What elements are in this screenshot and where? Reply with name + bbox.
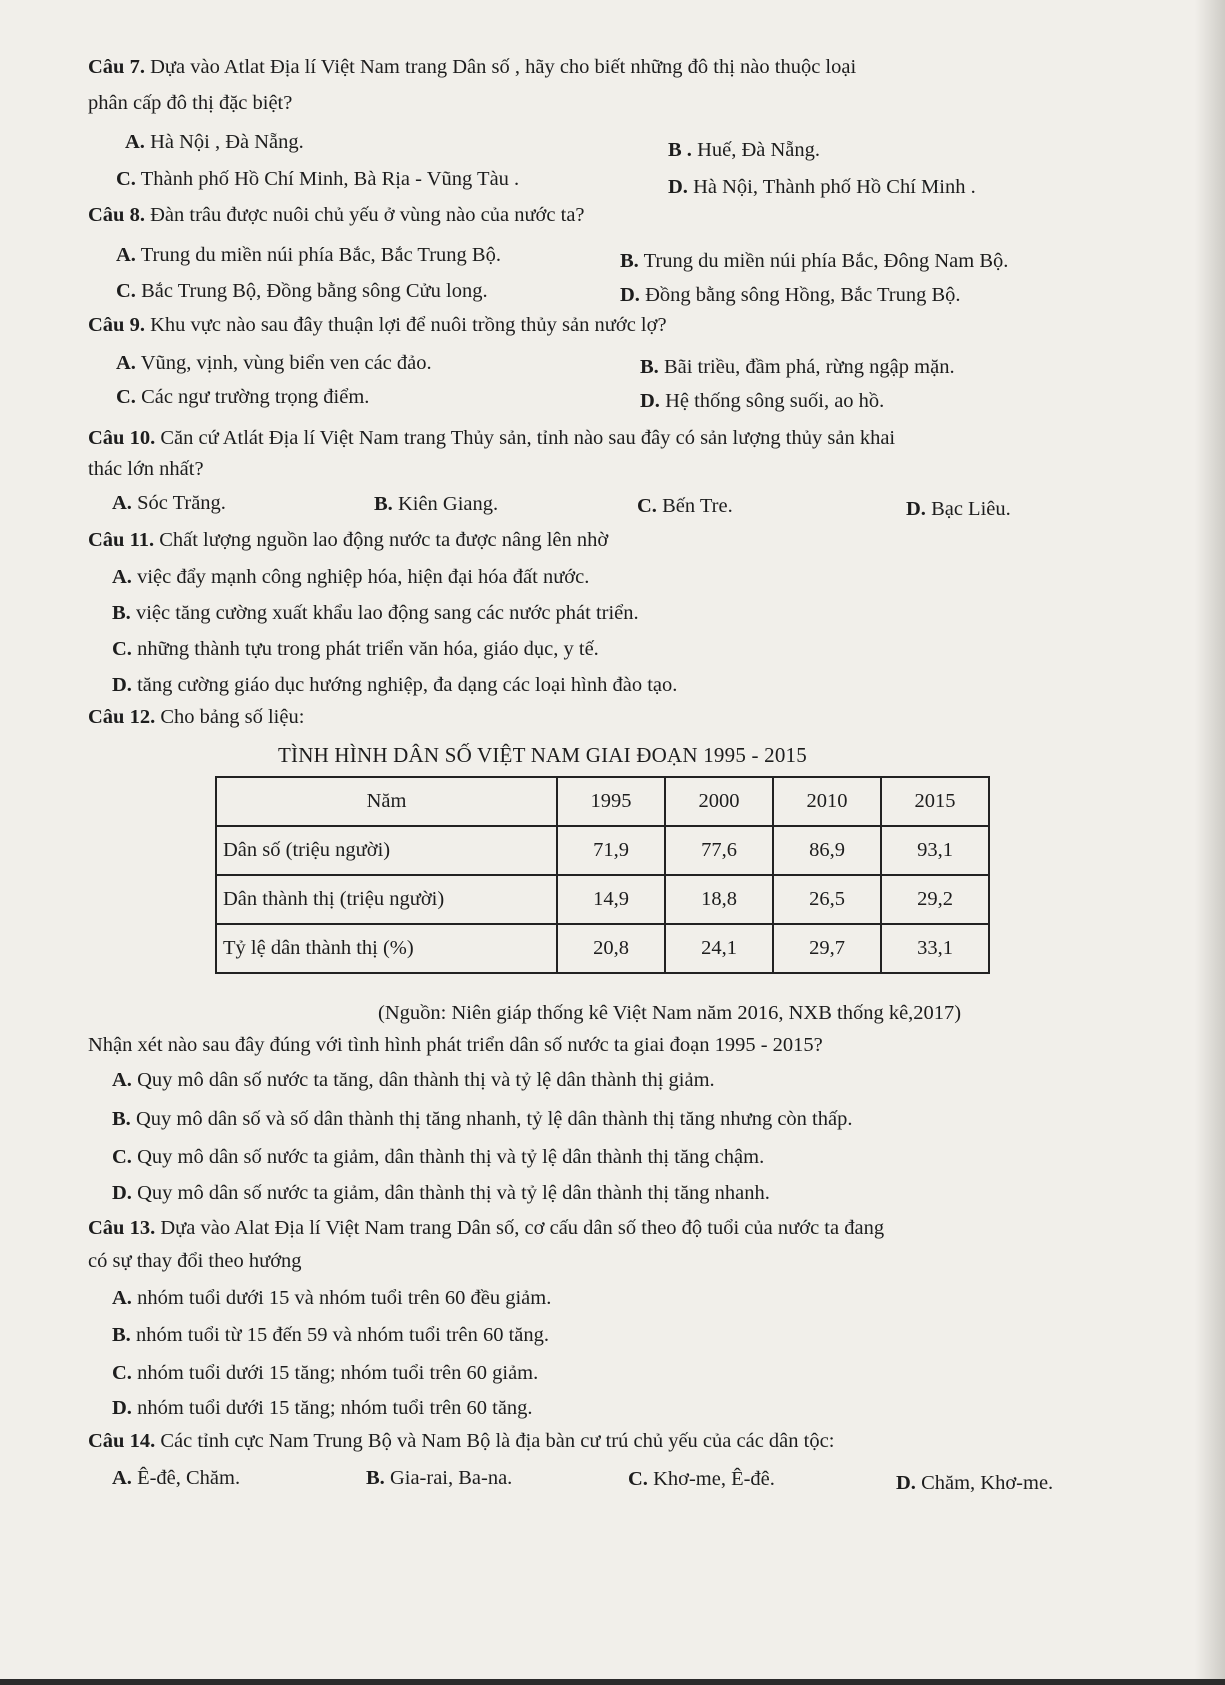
option-c: C. Khơ-me, Ê-đê. (628, 1468, 775, 1490)
option-b: B. Trung du miền núi phía Bắc, Đông Nam Bộ. (620, 250, 1009, 272)
table-row (216, 875, 989, 924)
table-cell: 77,6 (665, 826, 773, 875)
option-d: D. Đồng bằng sông Hồng, Bắc Trung Bộ. (620, 284, 961, 306)
option-c: C. Các ngư trường trọng điểm. (116, 386, 370, 408)
question-number: Câu 7. (88, 56, 145, 78)
scan-bottom-edge (0, 1679, 1225, 1685)
option-c: C. Bến Tre. (637, 495, 733, 517)
option-c: C. nhóm tuổi dưới 15 tăng; nhóm tuổi trên 60 giảm. (112, 1362, 539, 1384)
table-cell: Dân số (triệu người) (216, 826, 557, 875)
table-source: (Nguồn: Niên giáp thống kê Việt Nam năm 2016, NXB thống kê,2017) (378, 1002, 962, 1024)
option-a: A. Sóc Trăng. (112, 492, 226, 514)
question-7-stem-cont: phân cấp đô thị đặc biệt? (88, 92, 293, 114)
question-10-stem-cont: thác lớn nhất? (88, 458, 204, 480)
option-c: C. Quy mô dân số nước ta giảm, dân thành thị và tỷ lệ dân thành thị tăng chậm. (112, 1146, 765, 1168)
table-header-cell: 2015 (881, 777, 989, 826)
table-cell: 29,7 (773, 924, 881, 973)
option-d: D. Bạc Liêu. (906, 498, 1011, 520)
option-a: A. nhóm tuổi dưới 15 và nhóm tuổi trên 60 đều giảm. (112, 1287, 552, 1309)
question-10-stem: Câu 10. Căn cứ Atlát Địa lí Việt Nam trang Thủy sản, tỉnh nào sau đây có sản lượng thủy sản khai (88, 427, 896, 449)
question-12-prompt: Nhận xét nào sau đây đúng với tình hình phát triển dân số nước ta giai đoạn 1995 - 2015? (88, 1034, 823, 1056)
scan-edge-shadow (1195, 0, 1225, 1685)
option-a: A. Trung du miền núi phía Bắc, Bắc Trung Bộ. (116, 244, 501, 266)
question-13-stem: Câu 13. Dựa vào Alat Địa lí Việt Nam trang Dân số, cơ cấu dân số theo độ tuổi của nước ta đang (88, 1217, 885, 1239)
option-d: D. nhóm tuổi dưới 15 tăng; nhóm tuổi trên 60 tăng. (112, 1397, 533, 1419)
option-b: B. nhóm tuổi từ 15 đến 59 và nhóm tuổi trên 60 tăng. (112, 1324, 550, 1346)
question-13-stem-cont: có sự thay đổi theo hướng (88, 1250, 302, 1272)
table-cell: Tỷ lệ dân thành thị (%) (216, 924, 557, 973)
option-b: B. Bãi triều, đầm phá, rừng ngập mặn. (640, 356, 955, 378)
table-cell: 20,8 (557, 924, 665, 973)
table-header-cell: 2000 (665, 777, 773, 826)
option-b: B. Gia-rai, Ba-na. (366, 1467, 513, 1489)
table-title: TÌNH HÌNH DÂN SỐ VIỆT NAM GIAI ĐOẠN 1995 - 2015 (278, 743, 807, 767)
table-cell: 71,9 (557, 826, 665, 875)
option-c: C. Bắc Trung Bộ, Đồng bằng sông Cửu long. (116, 280, 488, 302)
option-c: C. những thành tựu trong phát triển văn hóa, giáo dục, y tế. (112, 638, 599, 660)
option-a: A. việc đẩy mạnh công nghiệp hóa, hiện đại hóa đất nước. (112, 566, 590, 588)
option-d: D. Hà Nội, Thành phố Hồ Chí Minh . (668, 176, 976, 198)
option-b: B. Kiên Giang. (374, 493, 499, 515)
table-cell: 18,8 (665, 875, 773, 924)
option-b: B. Quy mô dân số và số dân thành thị tăng nhanh, tỷ lệ dân thành thị tăng nhưng còn thấp. (112, 1108, 853, 1130)
option-d: D. tăng cường giáo dục hướng nghiệp, đa dạng các loại hình đào tạo. (112, 674, 678, 696)
option-a: A. Quy mô dân số nước ta tăng, dân thành thị và tỷ lệ dân thành thị giảm. (112, 1069, 715, 1091)
table-header-row (216, 777, 989, 826)
table-header-cell: 2010 (773, 777, 881, 826)
table-row (216, 924, 989, 973)
table-header-cell: 1995 (557, 777, 665, 826)
question-12-stem: Câu 12. Cho bảng số liệu: (88, 706, 305, 728)
table-cell: 86,9 (773, 826, 881, 875)
table-cell: 93,1 (881, 826, 989, 875)
option-d: D. Quy mô dân số nước ta giảm, dân thành thị và tỷ lệ dân thành thị tăng nhanh. (112, 1182, 770, 1204)
option-b: B . Huế, Đà Nẵng. (668, 139, 821, 161)
question-9-stem: Câu 9. Khu vực nào sau đây thuận lợi để nuôi trồng thủy sản nước lợ? (88, 314, 667, 336)
question-text: Dựa vào Atlat Địa lí Việt Nam trang Dân số , hãy cho biết những đô thị nào thuộc loại (150, 56, 857, 78)
table-cell: Dân thành thị (triệu người) (216, 875, 557, 924)
table-cell: 24,1 (665, 924, 773, 973)
question-11-stem: Câu 11. Chất lượng nguồn lao động nước ta được nâng lên nhờ (88, 529, 609, 551)
table-cell: 14,9 (557, 875, 665, 924)
table-row (216, 826, 989, 875)
option-d: D. Chăm, Khơ-me. (896, 1472, 1054, 1494)
option-d: D. Hệ thống sông suối, ao hồ. (640, 390, 885, 412)
table-header-cell: Năm (216, 777, 557, 826)
option-a: A. Hà Nội , Đà Nẵng. (125, 131, 304, 153)
question-14-stem: Câu 14. Các tỉnh cực Nam Trung Bộ và Nam Bộ là địa bàn cư trú chủ yếu của các dân tộc: (88, 1430, 835, 1452)
table-cell: 29,2 (881, 875, 989, 924)
option-c: C. Thành phố Hồ Chí Minh, Bà Rịa - Vũng Tàu . (116, 168, 520, 190)
table-cell: 26,5 (773, 875, 881, 924)
table-cell: 33,1 (881, 924, 989, 973)
option-a: A. Vũng, vịnh, vùng biển ven các đảo. (116, 352, 432, 374)
option-b: B. việc tăng cường xuất khẩu lao động sang các nước phát triển. (112, 602, 639, 624)
option-a: A. Ê-đê, Chăm. (112, 1467, 241, 1489)
question-7-stem (88, 54, 856, 80)
question-8-stem: Câu 8. Đàn trâu được nuôi chủ yếu ở vùng nào của nước ta? (88, 204, 585, 226)
population-table (215, 776, 990, 974)
